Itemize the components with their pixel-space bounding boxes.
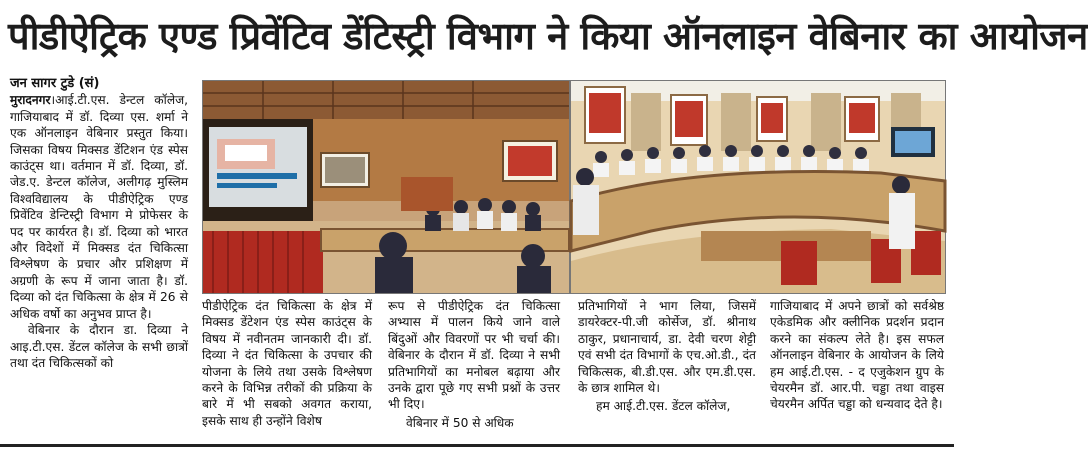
photo-conference-room-image	[571, 81, 945, 293]
photo-webinar-auditorium-image	[203, 81, 569, 293]
col1-lead-paragraph	[10, 92, 188, 322]
col1-paragraph-2: वेबिनार के दौरान डा. दिव्या ने आइ.टी.एस. डेंटल कॉलेज के सभी छात्रों तथा दंत चिकित्सकों को	[10, 323, 188, 370]
headline: पीडीऐट्रिक एण्ड प्रिवेंटिव डेंटिस्ट्री विभाग ने किया ऑनलाइन वेबिनार का आयोजन	[8, 14, 1088, 58]
col2-text: पीडीऐट्रिक दंत चिकित्सा के क्षेत्र में मिक्सड डेंटेशन एंड स्पेस काउंट्स के विषय में नवीनतम जानकारी दी। डॉ. दिव्या ने दंत चिकित्सा के उपचार की योजना के लिये तथा उसके विश्लेषण करने के विभिन्न तरीकों की प्रक्रिया के बारे में भी सबको अवगत कराया, इसके साथ ही उन्होंने विशेष	[202, 299, 372, 428]
column-1	[10, 76, 188, 442]
photo-webinar-auditorium	[202, 80, 570, 294]
column-5	[770, 298, 944, 442]
col1-lead-text: ।आई.टी.एस. डेन्टल कॉलेज, गाजियाबाद में डॉ. दिव्या एस. शर्मा ने एक ऑनलाइन वेबिनार प्रस्तुत किया। जिसका विषय मिक्सड डेंटिशन एंड स्पेस काउंट्स था। वर्तमान में डॉ. दिव्या, डॉ. जेड.ए. डेन्टल कॉलेज, अलीगढ़ मुस्लिम विश्वविद्यालय के पीडीऐट्रिक एण्ड प्रिवेंटिव डेन्टिस्ट्री विभाग मे प्रोफेसर के पद पर कार्यरत है। डॉ. दिव्या को भारत और विदेशों में मिक्सड दंत चिकित्सा विश्लेषण के प्रचार और प्रशिक्षण में अग्रणी के रूप में जाना जाता है। डॉ. दिव्या को दंत चिकित्सा के क्षेत्र में 26 से अधिक वर्षो का अनुभव प्राप्त है।	[10, 93, 188, 321]
col4-paragraph-2: हम आई.टी.एस. डेंटल कॉलेज,	[596, 399, 731, 414]
byline: जन सागर टुडे (सं)	[10, 76, 100, 91]
column-4	[578, 298, 756, 442]
bottom-rule	[0, 444, 954, 447]
col5-text: गाजियाबाद में अपने छात्रों को सर्वश्रेष्ठ एकेडमिक और क्लीनिक प्रदर्शन प्रदान करने का संकल्प लेते है। इस सफल ऑनलाइन वेबिनार के आयोजन के लिये हम आई.टी.एस. - द एजुकेशन ग्रुप के चेयरमैन डॉ. आर.पी. चड्डा तथा वाइस चेयरमैन अर्पित चड्डा को धन्यवाद देते है।	[770, 299, 944, 412]
dateline: मुरादनगर	[10, 93, 51, 108]
column-3	[388, 298, 560, 442]
column-2	[202, 298, 372, 442]
col4-paragraph-1: प्रतिभागियों ने भाग लिया, जिसमें डायरेक्टर-पी.जी कोर्सेज, डॉ. श्रीनाथ ठाकुर, प्रधानाचार्य, डा. देवी चरण शेट्टी एवं सभी दंत विभागों के एच.ओ.डी., दंत चिकित्सक, बी.डी.एस. और एम.डी.एस. के छात्र शामिल थे।	[578, 299, 756, 396]
photo-conference-room	[570, 80, 946, 294]
col3-paragraph-2: वेबिनार में 50 से अधिक	[406, 415, 514, 430]
col3-paragraph-1: रूप से पीडीऐट्रिक दंत चिकित्सा अभ्यास में पालन किये जाने वाले बिंदुओं और विवरणों पर भी चर्चा की। वेबिनार के दौरान में डॉ. दिव्या ने सभी प्रतिभागियों का मनोबल बढ़ाया और उनके द्वारा पूछे गए सभी प्रश्नों के उत्तर भी दिए।	[388, 299, 560, 412]
